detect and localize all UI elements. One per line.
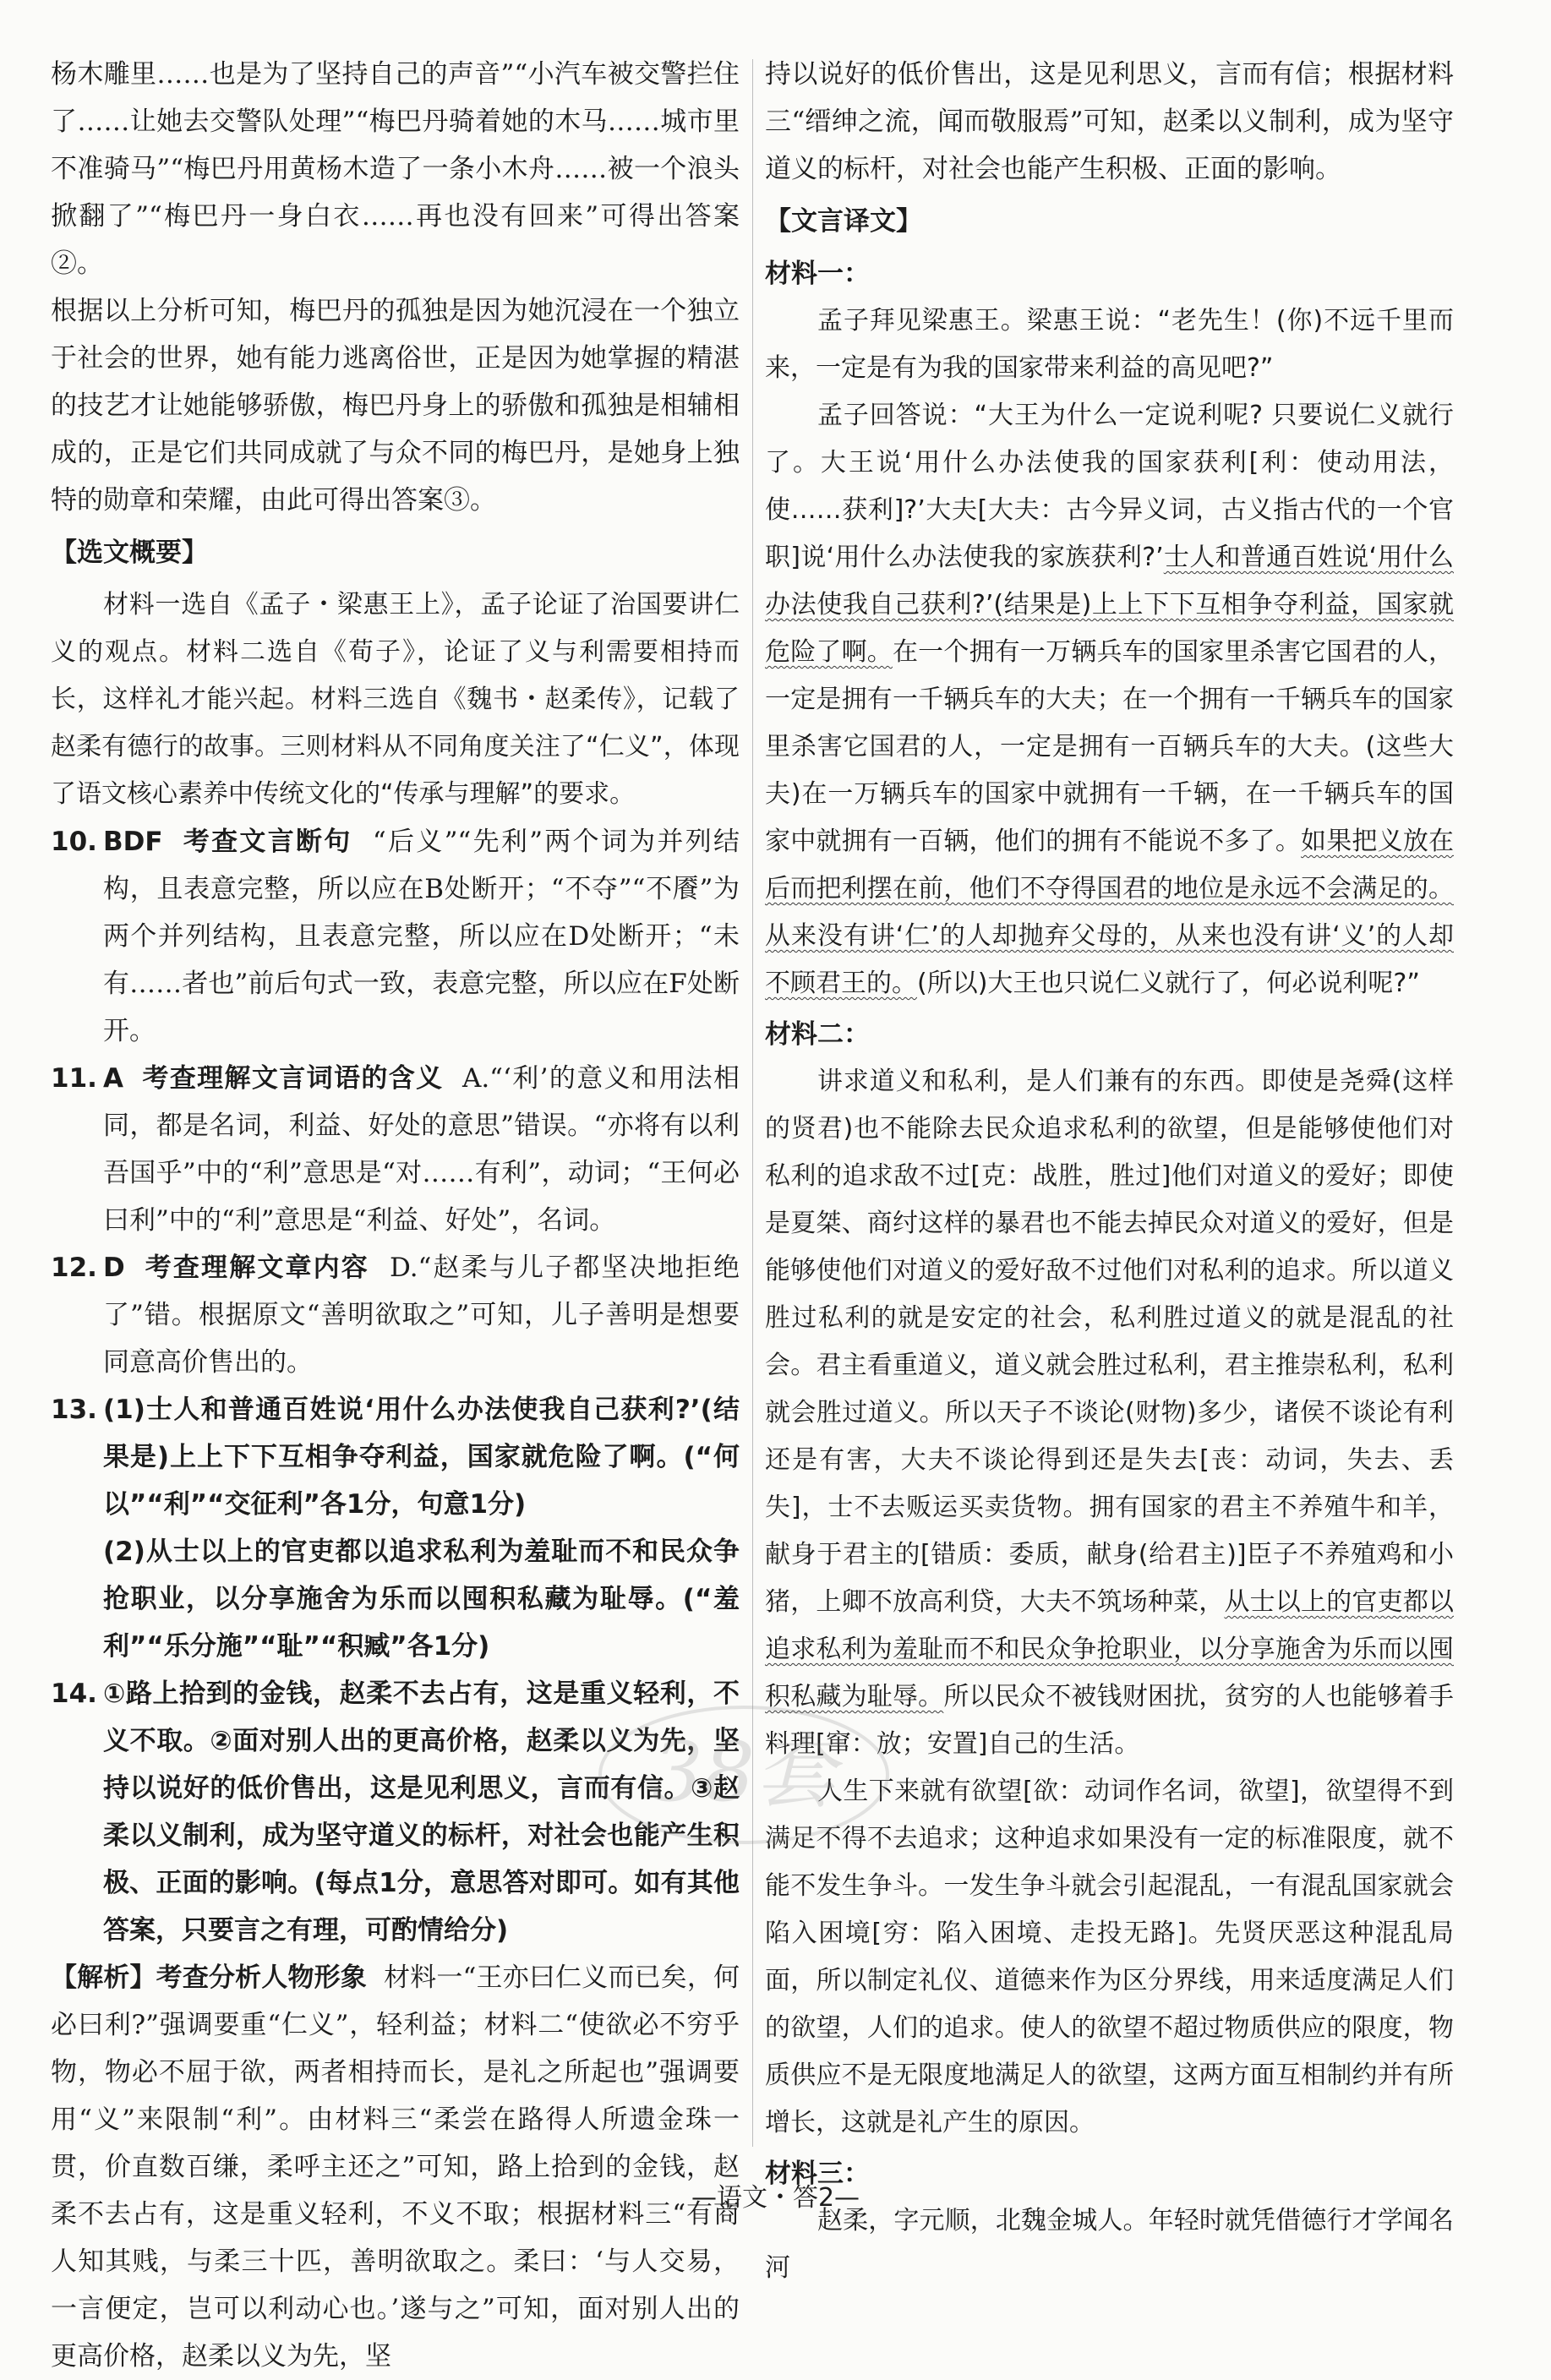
question-number: 11. xyxy=(51,1063,97,1094)
question-explanation: “后义”“先利”两个词为并列结构，且表意完整，所以应在B处断开；“不夺”“不餍”为两个并列结构，且表意完整，所以应在D处断开；“未有……者也”前后句式一致，表意完整，所以应在F处断开。 xyxy=(103,827,740,1046)
underlined-sentence-1: 士人和普通百姓说‘用什么办法使我自己获利?’(结果是)上上下下互相争夺利益，国家就危险了啊。 xyxy=(765,543,1454,667)
question-number: 14. xyxy=(51,1679,97,1709)
left-column xyxy=(51,51,740,2380)
continuation-paragraph: 持以说好的低价售出，这是见利思义，言而有信；根据材料三“缙绅之流，闻而敬服焉”可知，赵柔以义制利，成为坚守道义的标杆，对社会也能产生积极、正面的影响。 xyxy=(765,59,1454,184)
material-1-text-b: 在一个拥有一万辆兵车的国家里杀害它国君的人，一定是拥有一千辆兵车的大夫；在一个拥有一千辆兵车的国家里杀害它国君的人，一定是拥有一百辆兵车的大夫。(这些大夫)在一万辆兵车的国家中就拥有一千辆，在一千辆兵车的国家中就拥有一百辆，他们的拥有不能说不多了。 xyxy=(765,637,1455,856)
question-category: 考查理解文章内容 xyxy=(145,1253,369,1283)
material-1-text-a: 孟子回答说：“大王为什么一定说利呢? 只要说仁义就行了。大王说‘用什么办法使我的国家获利[利：使动用法，使……获利]?’大夫[大夫：古今异义词，古义指古代的一个官职]说‘用什么办法使我的家族获利?’ xyxy=(765,401,1454,572)
underlined-sentence-3: 从士以上的官吏都以追求私利为羞耻而不和民众争抢职业，以分享施舍为乐而以囤积私藏为耻辱。 xyxy=(765,1587,1455,1711)
page-footer: —语文・答2— xyxy=(691,2183,860,2213)
question-category: 考查理解文言词语的含义 xyxy=(142,1063,444,1094)
answer-key: A xyxy=(103,1063,123,1094)
material-1-translation xyxy=(765,298,1454,1007)
overview-heading: 【选文概要】 xyxy=(51,538,208,568)
question-number: 13. xyxy=(51,1395,97,1425)
question-category: 考查文言断句 xyxy=(183,827,352,857)
material-2-translation xyxy=(765,1058,1454,2147)
analysis-text: 材料一“王亦曰仁义而已矣，何必曰利?”强调要重“仁义”，轻利益；材料二“使欲必不穷乎物，物必不屈于欲，两者相持而长，是礼之所起也”强调要用“义”来限制“利”。由材料三“柔尝在路得人所遗金珠一贯，价直数百缣，柔呼主还之”可知，路上拾到的金钱，赵柔不去占有，这是重义轻利，不义不取；根据材料三“有商人知其贱，与柔三十匹，善明欲取之。柔曰：‘与人交易，一言便定，岂可以利动心也。’遂与之”可知，面对别人出的更高价格，赵柔以义为先，坚 xyxy=(51,1962,740,2372)
material-2-text-a: 讲求道义和私利，是人们兼有的东西。即使是尧舜(这样的贤君)也不能除去民众追求私利的欲望，但是能够使他们对私利的追求敌不过[克：战胜，胜过]他们对道义的爱好；即使是夏桀、商纣这样的暴君也不能去掉民众对道义的爱好，但是能够使他们对道义的爱好敌不过他们对私利的追求。所以道义胜过私利的就是安定的社会，私利胜过道义的就是混乱的社会。君主看重道义，道义就会胜过私利，君主推崇私利，私利就会胜过道义。所以天子不谈论(财物)多少，诸侯不谈论有利还是有害，大夫不谈论得到还是失去[丧：动词，失去、丢失]，士不去贩运买卖货物。拥有国家的君主不养殖牛和羊，献身于君主的[错质：委质，献身(给君主)]臣子不养殖鸡和小猪，上卿不放高利贷，大夫不筑场种菜， xyxy=(765,1067,1454,1617)
material-1-paragraph-1: 孟子拜见梁惠王。梁惠王说：“老先生！(你)不远千里而来，一定是有为我的国家带来利益的高见吧?” xyxy=(765,306,1454,383)
question-12 xyxy=(51,1244,740,1386)
material-3-paragraph-1: 赵柔，字元顺，北魏金城人。年轻时就凭借德行才学闻名河 xyxy=(765,2206,1454,2283)
analysis-label: 【解析】考查分析人物形象 xyxy=(51,1962,367,1993)
question-10 xyxy=(51,818,740,1055)
answer-part-2: (2)从士以上的官吏都以追求私利为羞耻而不和民众争抢职业，以分享施舍为乐而以囤积私藏为耻辱。(“羞利”“乐分施”“耻”“积臧”各1分) xyxy=(103,1537,740,1662)
question-number: 12. xyxy=(51,1253,97,1283)
material-1-title: 材料一： xyxy=(765,259,870,289)
translation-heading: 【文言译文】 xyxy=(765,206,922,237)
right-column xyxy=(765,51,1454,2292)
intro-paragraph-1: 杨木雕里……也是为了坚持自己的声音”“小汽车被交警拦住了……让她去交警队处理”“梅巴丹骑着她的木马……城市里不准骑马”“梅巴丹用黄杨木造了一条小木舟……被一个浪头掀翻了”“梅巴丹一身白衣……再也没有回来”可得出答案②。 xyxy=(51,59,740,279)
intro-paragraph-2: 根据以上分析可知，梅巴丹的孤独是因为她沉浸在一个独立于社会的世界，她有能力逃离俗世，正是因为她掌握的精湛的技艺才让她能够骄傲，梅巴丹身上的骄傲和孤独是相辅相成的，正是它们共同成就了与众不同的梅巴丹，是她身上独特的勋章和荣耀，由此可得出答案③。 xyxy=(51,296,740,516)
material-2-text-b: 所以民众不被钱财困扰，贫穷的人也能够着手料理[窜：放；安置]自己的生活。 xyxy=(765,1682,1455,1759)
question-11 xyxy=(51,1055,740,1244)
question-13 xyxy=(51,1386,740,1670)
column-divider xyxy=(752,59,753,2147)
material-3-title: 材料三： xyxy=(765,2159,870,2189)
question-14 xyxy=(51,1670,740,1954)
underlined-sentence-2: 如果把义放在后而把利摆在前，他们不夺得国君的地位是永远不会满足的。从来没有讲‘仁’的人却抛弃父母的，从来也没有讲‘义’的人却不顾君王的。 xyxy=(765,827,1455,998)
answer-key: D xyxy=(103,1253,125,1283)
question-explanation: D.“赵柔与儿子都坚决地拒绝了”错。根据原文“善明欲取之”可知，儿子善明是想要同意高价售出的。 xyxy=(103,1253,740,1378)
material-2-title: 材料二： xyxy=(765,1019,870,1050)
question-number: 10. xyxy=(51,827,97,857)
svg-text:38套: 38套 xyxy=(651,1725,837,1820)
overview-paragraph: 材料一选自《孟子・梁惠王上》，孟子论证了治国要讲仁义的观点。材料二选自《荀子》，论证了义与利需要相持而长，这样礼才能兴起。材料三选自《魏书・赵柔传》，记载了赵柔有德行的故事。三则材料从不同角度关注了“仁义”，体现了语文核心素养中传统文化的“传承与理解”的要求。 xyxy=(51,590,740,809)
answer-text: ①路上拾到的金钱，赵柔不去占有，这是重义轻利，不义不取。②面对别人出的更高价格，赵柔以义为先，坚持以说好的低价售出，这是见利思义，言而有信。③赵柔以义制利，成为坚守道义的标杆，对社会也能产生积极、正面的影响。(每点1分，意思答对即可。如有其他答案，只要言之有理，可酌情给分) xyxy=(103,1679,740,1946)
question-explanation: A.“‘利’的意义和用法相同，都是名词，利益、好处的意思”错误。“亦将有以利吾国乎”中的“利”意思是“对……有利”，动词；“王何必曰利”中的“利”意思是“利益、好处”，名词。 xyxy=(103,1063,740,1236)
material-1-text-c: (所以)大王也只说仁义就行了，何必说利呢?” xyxy=(917,969,1420,998)
answer-part-1: (1)士人和普通百姓说‘用什么办法使我自己获利?’(结果是)上上下下互相争夺利益，国家就危险了啊。(“何以”“利”“交征利”各1分，句意1分) xyxy=(103,1395,740,1520)
material-2-paragraph-2: 人生下来就有欲望[欲：动词作名词，欲望]，欲望得不到满足不得不去追求；这种追求如果没有一定的标准限度，就不能不发生争斗。一发生争斗就会引起混乱，一有混乱国家就会陷入困境[穷：陷入困境、走投无路]。先贤厌恶这种混乱局面，所以制定礼仪、道德来作为区分界线，用来适度满足人们的欲望，人们的追求。使人的欲望不超过物质供应的限度，物质供应不是无限度地满足人的欲望，这两方面互相制约并有所增长，这就是礼产生的原因。 xyxy=(765,1777,1454,2137)
answer-key: BDF xyxy=(103,827,163,857)
